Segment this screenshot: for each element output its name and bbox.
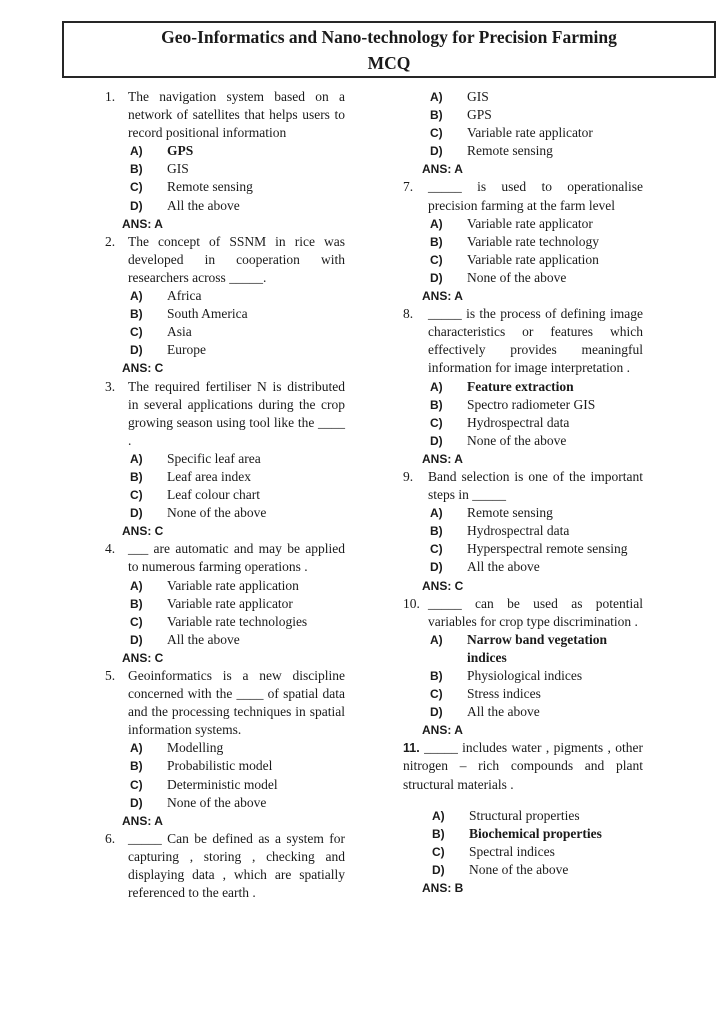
option-text: Variable rate application	[467, 251, 599, 267]
option-text: Specific leaf area	[167, 450, 261, 466]
question-9	[403, 468, 643, 595]
option-text: GPS	[167, 143, 194, 159]
question-number: 3.	[105, 378, 116, 394]
option-row	[130, 794, 345, 812]
question-number: 10.	[403, 595, 420, 611]
option-text: Remote sensing	[167, 179, 253, 195]
options-list	[428, 88, 643, 160]
answer-line: ANS: C	[122, 524, 164, 539]
option-text: Physiological indices	[467, 668, 583, 683]
question-text: _____ can be used as potential variables for crop type discrimination .	[428, 595, 643, 629]
option-text: Deterministic model	[167, 776, 278, 792]
question-6-continued	[403, 88, 643, 178]
option-letter: A)	[130, 741, 143, 756]
option-row	[430, 88, 643, 106]
option-letter: C)	[430, 687, 443, 702]
option-row	[130, 739, 345, 757]
option-row	[430, 414, 643, 432]
question-number: 6.	[105, 830, 116, 846]
option-letter: A)	[430, 506, 443, 521]
option-text: Variable rate applicator	[467, 215, 593, 231]
option-letter: B)	[430, 397, 443, 412]
option-letter: B)	[130, 469, 143, 484]
option-row	[130, 142, 345, 160]
question-text: The navigation system based on a network of satellites that helps users to record positional information	[128, 89, 345, 141]
option-row	[130, 631, 345, 649]
option-letter: C)	[432, 844, 445, 859]
option-letter: A)	[430, 216, 443, 231]
question-1	[105, 88, 345, 233]
option-text: Variable rate applicator	[167, 595, 293, 611]
option-letter: B)	[430, 669, 443, 683]
option-text: Remote sensing	[467, 143, 553, 159]
option-letter: D)	[130, 632, 143, 647]
option-text: All the above	[167, 197, 240, 213]
options-list	[430, 807, 643, 879]
option-row	[430, 124, 643, 142]
option-text: Hyperspectral remote sensing	[467, 541, 628, 557]
question-5	[105, 667, 345, 830]
option-row	[430, 396, 643, 414]
option-letter: A)	[430, 90, 443, 104]
option-row	[130, 305, 345, 323]
option-text: Spectro radiometer GIS	[467, 396, 596, 412]
option-text: Variable rate application	[167, 577, 299, 593]
option-text: Leaf colour chart	[167, 487, 260, 503]
option-row	[430, 522, 643, 540]
option-letter: C)	[130, 614, 143, 629]
option-text: Narrow band vegetation indices	[467, 631, 607, 665]
option-letter: D)	[430, 270, 443, 285]
option-letter: C)	[130, 325, 143, 340]
option-text: Biochemical properties	[469, 825, 602, 841]
options-list	[128, 577, 345, 649]
option-row	[430, 215, 643, 233]
question-text: The concept of SSNM in rice was developed in cooperation with researchers across _____.	[128, 233, 345, 285]
option-text: Variable rate technology	[467, 233, 599, 249]
question-text: _____ is used to operationalise precision farming at the farm level	[428, 179, 643, 213]
page-title: Geo-Informatics and Nano-technology for Precision Farming	[161, 26, 617, 47]
option-letter: C)	[130, 180, 143, 195]
option-row	[130, 504, 345, 522]
question-3	[105, 378, 345, 541]
question-number: 5.	[105, 668, 116, 683]
option-text: None of the above	[467, 269, 567, 285]
answer-line: ANS: A	[422, 723, 463, 738]
question-6	[105, 830, 345, 902]
option-letter: C)	[430, 415, 443, 430]
options-list	[428, 631, 643, 721]
question-8	[403, 305, 643, 468]
option-row	[130, 577, 345, 595]
option-letter: D)	[130, 343, 143, 358]
question-text	[403, 739, 643, 793]
option-letter: D)	[130, 506, 143, 521]
options-list	[128, 287, 345, 359]
option-row	[130, 595, 345, 613]
option-text: Asia	[167, 324, 192, 340]
options-list	[428, 215, 643, 287]
option-text: Hydrospectral data	[467, 523, 570, 539]
option-text: Probabilistic model	[167, 758, 273, 774]
option-text: None of the above	[467, 432, 567, 448]
option-row	[130, 613, 345, 631]
option-text: None of the above	[167, 794, 267, 810]
option-letter: C)	[430, 126, 443, 141]
option-text: Europe	[167, 342, 206, 358]
option-letter: B)	[430, 524, 443, 539]
question-text: Geoinformatics is a new discipline concerned with the ____ of spatial data and the processing techniques in spatial information systems.	[128, 668, 345, 738]
question-number: 4.	[105, 541, 116, 557]
question-number: 8.	[403, 306, 414, 322]
answer-line: ANS: A	[422, 162, 463, 177]
option-row	[430, 233, 643, 251]
option-text: Spectral indices	[469, 843, 555, 859]
question-text: Band selection is one of the important steps in _____	[428, 468, 643, 503]
question-4	[105, 540, 345, 667]
question-number: 2.	[105, 233, 116, 249]
option-text: Variable rate technologies	[167, 613, 308, 629]
question-number: 7.	[403, 179, 414, 195]
answer-line: ANS: A	[422, 451, 463, 466]
option-row	[430, 378, 643, 396]
option-letter: D)	[430, 705, 443, 720]
option-letter: D)	[430, 433, 443, 448]
option-letter: B)	[130, 162, 143, 177]
option-letter: B)	[432, 826, 445, 841]
option-text: Modelling	[167, 740, 224, 756]
option-row	[432, 807, 643, 825]
option-letter: B)	[130, 759, 143, 774]
options-list	[428, 378, 643, 450]
option-row	[130, 197, 345, 215]
question-number: 11.	[403, 741, 420, 756]
left-column	[105, 88, 345, 902]
option-letter: C)	[130, 488, 143, 503]
answer-line: ANS: C	[122, 361, 164, 376]
option-text: Variable rate applicator	[467, 125, 593, 141]
title-box	[62, 21, 716, 78]
option-row	[430, 251, 643, 269]
option-letter: A)	[130, 578, 143, 593]
options-list	[428, 504, 643, 576]
option-row	[430, 685, 643, 703]
option-text: All the above	[167, 631, 240, 647]
option-letter: B)	[430, 234, 443, 249]
answer-line: ANS: A	[422, 289, 463, 304]
question-text: ___ are automatic and may be applied to numerous farming operations .	[128, 541, 345, 575]
option-letter: A)	[130, 451, 143, 466]
answer-line: ANS: B	[422, 881, 464, 896]
option-letter: A)	[130, 289, 143, 304]
option-row	[130, 450, 345, 468]
option-row	[430, 269, 643, 287]
option-text: Hydrospectral data	[467, 414, 570, 430]
question-number: 1.	[105, 89, 116, 104]
option-text: None of the above	[167, 505, 267, 521]
option-row	[432, 861, 643, 879]
option-letter: A)	[432, 808, 445, 823]
option-row	[130, 160, 345, 178]
option-row	[430, 504, 643, 522]
option-row	[430, 703, 643, 721]
option-text: All the above	[467, 559, 540, 575]
answer-line: ANS: C	[122, 650, 164, 665]
question-11	[403, 739, 643, 897]
option-letter: D)	[430, 560, 443, 575]
option-row	[430, 631, 643, 667]
option-row	[130, 341, 345, 359]
option-letter: A)	[430, 379, 443, 394]
option-text: Structural properties	[469, 807, 580, 823]
page-subtitle: MCQ	[367, 52, 411, 73]
option-row	[130, 287, 345, 305]
option-text: Feature extraction	[467, 378, 574, 394]
option-row	[130, 757, 345, 775]
option-row	[130, 776, 345, 794]
option-letter: D)	[130, 198, 143, 213]
option-row	[130, 178, 345, 196]
option-text: All the above	[467, 704, 540, 720]
option-text: Africa	[167, 288, 202, 304]
option-row	[430, 558, 643, 576]
option-text: GIS	[167, 161, 189, 177]
option-letter: C)	[430, 542, 443, 557]
right-column	[403, 88, 643, 897]
option-text: Stress indices	[467, 686, 541, 702]
option-letter: B)	[130, 596, 143, 611]
option-letter: D)	[432, 862, 445, 877]
option-letter: D)	[430, 144, 443, 159]
option-text: GIS	[467, 89, 489, 104]
option-row	[130, 323, 345, 341]
option-letter: D)	[130, 795, 143, 810]
option-row	[430, 667, 643, 685]
option-letter: A)	[430, 632, 443, 647]
option-text: GPS	[467, 107, 492, 123]
option-row	[430, 106, 643, 124]
answer-line: ANS: C	[422, 578, 464, 593]
answer-line: ANS: A	[122, 813, 163, 828]
option-text: Leaf area index	[167, 468, 251, 484]
question-text: The required fertiliser N is distributed in several applications during the crop growing season using tool like the ____ .	[128, 378, 345, 448]
option-row	[130, 486, 345, 504]
options-list	[128, 142, 345, 214]
option-row	[430, 142, 643, 160]
options-list	[128, 739, 345, 811]
option-letter: B)	[130, 307, 143, 322]
question-7	[403, 178, 643, 305]
option-letter: C)	[430, 252, 443, 267]
option-text: South America	[167, 306, 248, 322]
option-letter: A)	[130, 144, 143, 159]
option-text: Remote sensing	[467, 505, 553, 521]
question-2	[105, 233, 345, 378]
question-text-body: _____ includes water , pigments , other nitrogen – rich compounds and plant structural materials .	[403, 740, 643, 792]
question-text: _____ Can be defined as a system for capturing , storing , checking and displaying data , which are spatially referenced to the earth .	[128, 830, 345, 901]
option-text: None of the above	[469, 861, 569, 877]
question-text: _____ is the process of defining image characteristics or features which effectively provides meaningful information for image interpretation .	[428, 306, 643, 376]
question-number: 9.	[403, 468, 414, 484]
options-list	[128, 450, 345, 522]
option-row	[432, 825, 643, 843]
option-letter: C)	[130, 777, 143, 792]
option-row	[130, 468, 345, 486]
option-row	[432, 843, 643, 861]
option-row	[430, 432, 643, 450]
answer-line: ANS: A	[122, 216, 163, 231]
option-letter: B)	[430, 108, 443, 123]
question-10	[403, 595, 643, 740]
option-row	[430, 540, 643, 558]
